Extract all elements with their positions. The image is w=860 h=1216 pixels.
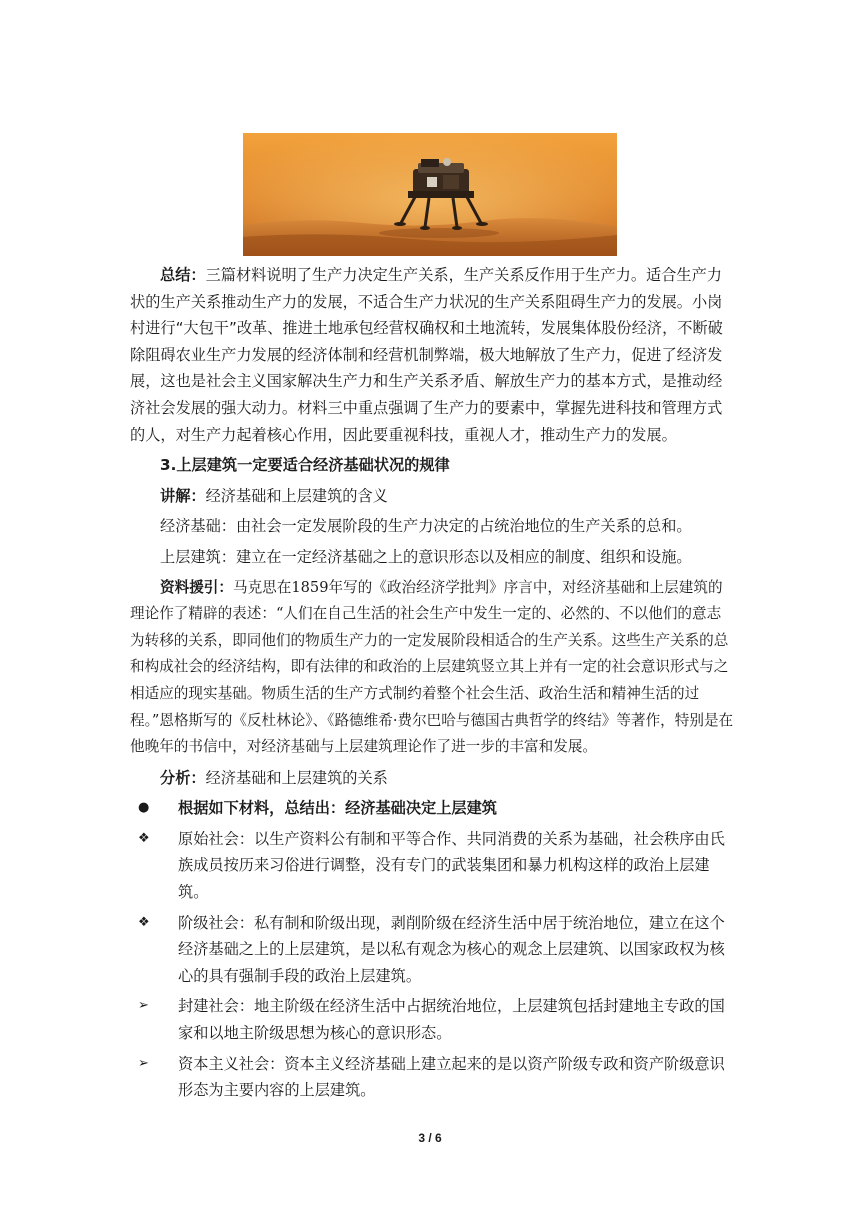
diamond-bullet-icon: ❖ <box>138 914 150 930</box>
quote-label: 资料援引： <box>160 578 233 596</box>
arrow-bullet-icon: ➢ <box>138 998 149 1014</box>
list-item <box>130 1051 734 1104</box>
list-item-text: 封建社会：地主阶级在经济生活中占据统治地位，上层建筑包括封建地主专政的国家和以地主阶级思想为核心的意识形态。 <box>178 997 725 1043</box>
list-item-text: 资本主义社会：资本主义经济基础上建立起来的是以资产阶级专政和资产阶级意识形态为主要内容的上层建筑。 <box>178 1054 725 1100</box>
explain-paragraph <box>130 483 734 510</box>
body-text <box>130 262 734 1104</box>
list-item <box>130 993 734 1046</box>
section-heading: 3.上层建筑一定要适合经济基础状况的规律 <box>160 456 450 475</box>
economic-base-definition: 经济基础：由社会一定发展阶段的生产力决定的占统治地位的生产关系的总和。 <box>160 517 692 536</box>
mars-lander-image <box>243 133 617 256</box>
list-item-text: 原始社会：以生产资料公有制和平等合作、共同消费的关系为基础，社会秩序由氏族成员按历来习俗进行调整，没有专门的武装集团和暴力机构这样的政治上层建筑。 <box>178 829 725 902</box>
explain-text: 经济基础和上层建筑的含义 <box>205 486 388 505</box>
list-item <box>130 795 734 822</box>
summary-text: 三篇材料说明了生产力决定生产关系，生产关系反作用于生产力。适合生产力状的生产关系推动生产力的发展，不适合生产力状况的生产关系阻碍生产力的发展。小岗村进行“大包干”改革、推进土地承包经营权确权和土地流转，发展集体股份经济，不断破除阻碍农业生产力发展的经济体制和经营机制弊端，极大地解放了生产力，促进了经济发展，这也是社会主义国家解决生产力和生产关系矛盾、解放生产力的基本方式，是推动经济社会发展的强大动力。材料三中重点强调了生产力的要素中，掌握先进科技和管理方式的人，对生产力起着核心作用，因此要重视科技，重视人才，推动生产力的发展。 <box>130 266 723 444</box>
quote-paragraph <box>130 575 734 761</box>
analysis-label: 分析： <box>160 768 206 787</box>
list-item <box>130 910 734 990</box>
superstructure-definition: 上层建筑：建立在一定经济基础之上的意识形态以及相应的制度、组织和设施。 <box>160 547 692 566</box>
summary-label: 总结： <box>160 266 206 284</box>
bullet-icon: ● <box>138 800 150 816</box>
analysis-text: 经济基础和上层建筑的关系 <box>205 768 388 787</box>
list-item-text: 根据如下材料，总结出：经济基础决定上层建筑 <box>178 799 497 818</box>
analysis-paragraph <box>130 765 734 792</box>
page-number: 3 / 6 <box>418 1131 442 1145</box>
explain-label: 讲解： <box>160 486 206 505</box>
diamond-bullet-icon: ❖ <box>138 830 150 846</box>
arrow-bullet-icon: ➢ <box>138 1055 149 1071</box>
summary-paragraph <box>130 262 734 448</box>
quote-text: 马克思在1859年写的《政治经济学批判》序言中，对经济基础和上层建筑的理论作了精辟的表述：“人们在自己生活的社会生产中发生一定的、必然的、不以他们的意志为转移的关系，即同他们的物质生产力的一定发展阶段相适合的生产关系。这些生产关系的总和构成社会的经济结构，即有法律的和政治的上层建筑竖立其上并有一定的社会意识形式与之相适应的现实基础。物质生活的生产方式制约着整个社会生活、政治生活和精神生活的过程。”恩格斯写的《反杜林论》、《路德维希·费尔巴哈与德国古典哲学的终结》等著作，特别是在他晚年的书信中，对经济基础与上层建筑理论作了进一步的丰富和发展。 <box>130 578 734 756</box>
list-item-text: 阶级社会：私有制和阶级出现，剥削阶级在经济生活中居于统治地位，建立在这个经济基础之上的上层建筑，是以私有观念为核心的观念上层建筑、以国家政权为核心的具有强制手段的政治上层建筑。 <box>178 913 725 985</box>
list-item <box>130 826 734 906</box>
